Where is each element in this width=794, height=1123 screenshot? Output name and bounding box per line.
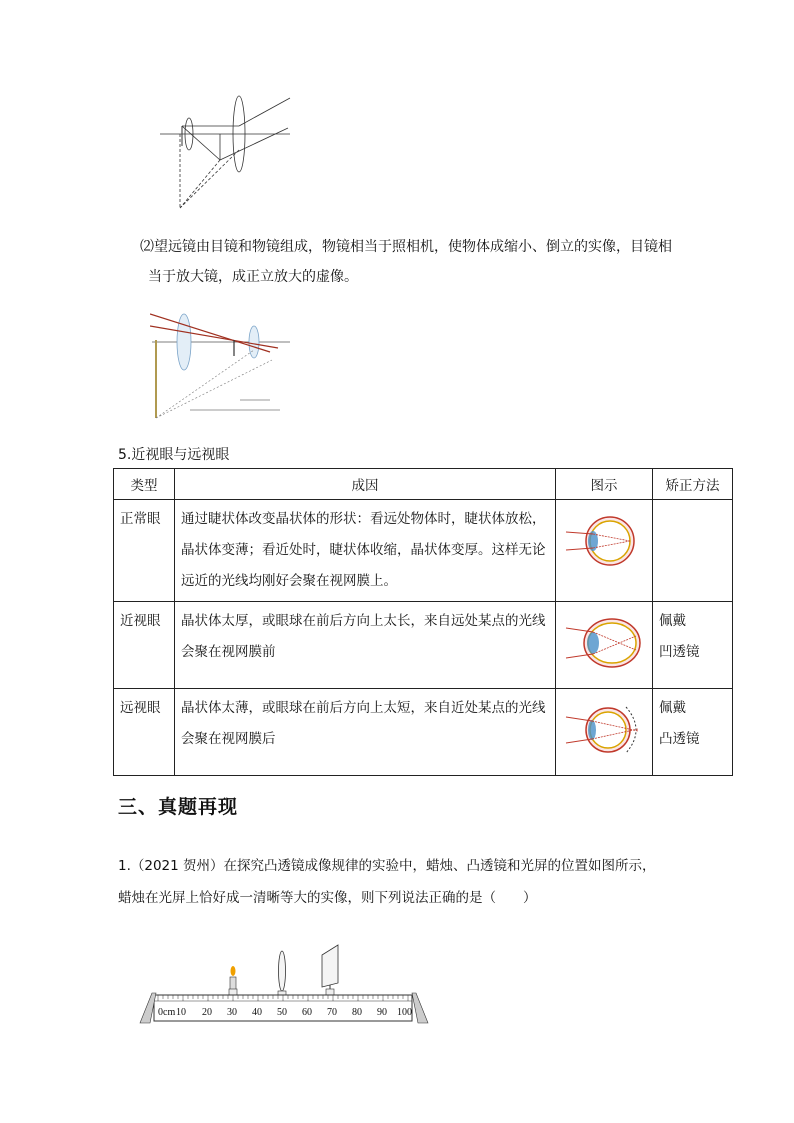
row-correction-line-1: 佩戴 — [659, 613, 686, 629]
table-row — [114, 689, 733, 776]
bench-tick-label: 60 — [302, 1007, 312, 1018]
bench-tick-label: 80 — [352, 1007, 362, 1018]
microscope-ray-diagram — [160, 90, 295, 215]
section5-title: 5.近视眼与远视眼 — [118, 447, 230, 463]
row-figure — [556, 500, 653, 602]
telescope-ray-diagram — [150, 300, 300, 425]
telescope-line-2: 当于放大镜，成正立放大的虚像。 — [148, 269, 358, 285]
eye-comparison-table — [113, 468, 733, 776]
table-row — [114, 500, 733, 602]
question-1-line-2: 蜡烛在光屏上恰好成一清晰等大的实像，则下列说法正确的是（ ） — [118, 890, 537, 906]
optical-bench-diagram — [136, 935, 432, 1025]
row-type: 正常眼 — [114, 500, 175, 602]
row-figure — [556, 602, 653, 689]
bench-tick-label: 100 — [397, 1007, 412, 1018]
question-1-line-1: 1.（2021 贺州）在探究凸透镜成像规律的实验中，蜡烛、凸透镜和光屏的位置如图所示， — [118, 858, 656, 874]
bench-tick-label: 30 — [227, 1007, 237, 1018]
myopia-eye-illustration — [564, 606, 644, 680]
row-cause: 晶状体太薄，或眼球在前后方向上太短，来自近处某点的光线会聚在视网膜后 — [175, 689, 556, 776]
row-figure — [556, 689, 653, 776]
bench-tick-label: 40 — [252, 1007, 262, 1018]
row-correction — [653, 500, 733, 602]
row-cause: 晶状体太厚，或眼球在前后方向上太长，来自远处某点的光线会聚在视网膜前 — [175, 602, 556, 689]
bench-tick-label: 90 — [377, 1007, 387, 1018]
candle — [230, 966, 236, 991]
bench-tick-label: 70 — [327, 1007, 337, 1018]
table-header-row — [114, 469, 733, 500]
telescope-line-1: ⑵望远镜由目镜和物镜组成，物镜相当于照相机，使物体成缩小、倒立的实像，目镜相 — [140, 239, 672, 255]
question-1 — [118, 850, 718, 914]
bench-tick-label: 10 — [176, 1007, 186, 1018]
telescope-text — [140, 232, 700, 292]
bench-unit-label: 0cm — [158, 1007, 176, 1018]
row-correction — [653, 689, 733, 776]
bench-tick-label: 20 — [202, 1007, 212, 1018]
header-correction: 矫正方法 — [653, 469, 733, 500]
row-correction-line-2: 凸透镜 — [659, 731, 700, 747]
convex-lens — [279, 951, 286, 995]
light-screen — [322, 945, 338, 991]
header-type: 类型 — [114, 469, 175, 500]
row-correction — [653, 602, 733, 689]
header-figure: 图示 — [556, 469, 653, 500]
normal-eye-illustration — [564, 504, 644, 578]
row-correction-line-1: 佩戴 — [659, 700, 686, 716]
section3-title: 三、真题再现 — [118, 796, 239, 818]
header-cause: 成因 — [175, 469, 556, 500]
row-type: 近视眼 — [114, 602, 175, 689]
row-cause: 通过睫状体改变晶状体的形状：看远处物体时，睫状体放松，晶状体变薄；看近处时，睫状体收缩，晶状体变厚。这样无论远近的光线均刚好会聚在视网膜上。 — [175, 500, 556, 602]
table-row — [114, 602, 733, 689]
row-type: 远视眼 — [114, 689, 175, 776]
hyperopia-eye-illustration — [564, 693, 644, 767]
row-correction-line-2: 凹透镜 — [659, 644, 700, 660]
bench-tick-label: 50 — [277, 1007, 287, 1018]
